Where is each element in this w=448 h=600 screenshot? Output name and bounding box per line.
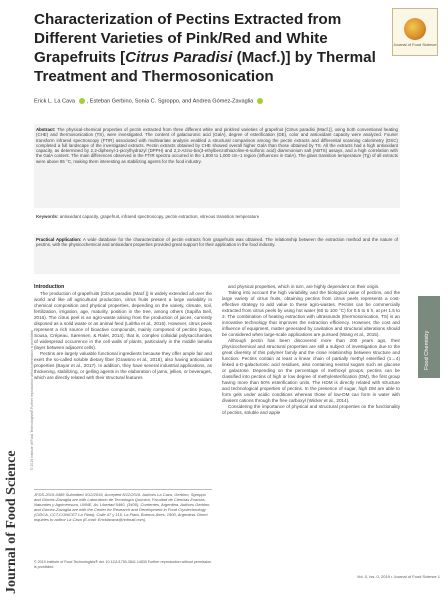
application-label: Practical Application:: [36, 237, 82, 242]
paragraph: Although pectin has been discovered more than 200 years ago, their physicochemical and structural properties are still a subject of investigation due to the great diversity of this polymer family and the close relationship between structure and function. Pectins contain at least a linear chain of partially methyl esterified (1→4) linked α-D-galacturonic acid residues, also containing neutral sugars such as glucose or galactose. Depending on the percentage of methoxyl groups, pectins can be classified into pectins of high or low degree of methylesterification (DM), the first group having more than 50% esterification units. The HDM is directly related with structure and technological properties of pectins. In the presence of sugar, high DM are able to form gels under acidic conditions whereas those of low-DM can form in water with divalent cations through the free carboxyl (Wicker et al., 2014).: [222, 338, 400, 403]
orcid-icon[interactable]: [79, 98, 85, 104]
keywords-label: Keywords:: [36, 214, 59, 219]
section-heading-introduction: Introduction: [34, 284, 65, 290]
footnote: JFDS-2019-0488 Submitted 3/12/2019, Accepted 8/12/2019. Authors La Cava, Gerbino, Sgroppo and Gómez-Zavaglia are with Laboratorio de Tecnología Química, Facultad de Ciencias Exactas, Naturales y Agrimensura, UNNE, Av. Libertad 5460, (3400), Corrientes, Argentina. Authors Gerbino and Gómez-Zavaglia are with the Center for Research and Development in Food Cryotechnology (CIDCA, CCT-CONICET La Plata), Calle 47 y 116, La Plata, Buenos Aires, 1900, Argentina. Direct inquiries to author La Cava (E-mail: Ericklacava@hotmail.com).: [34, 492, 210, 522]
orcid-icon[interactable]: [257, 98, 263, 104]
column-right: [222, 284, 400, 416]
abstract-label: Abstract:: [36, 127, 56, 132]
side-copyright: © 2019 Institute of Food Technologists® Further reproduction without permission is prohibited: [30, 329, 34, 470]
section-tab-label: Food Chemistry: [424, 330, 430, 370]
application-text: A wide database for the characterization of pectin extracts from grapefruits was obtained. The relationship between the extraction method and the nature of pectins, with the physicochemical and antioxidant properties provided great support for their application in the food industry.: [36, 237, 398, 248]
keywords-text: antioxidant capacity, grapefruit, infrared spectroscopy, pectin extraction, vitreous transition temperature: [59, 214, 260, 219]
logo-text: Journal of Food Science: [393, 41, 437, 47]
paragraph: Considering the importance of physical and structural properties on the functionality of pectins, soluble and apple: [222, 404, 400, 415]
keywords: [36, 214, 398, 219]
abstract: [36, 127, 398, 164]
paragraph: Taking into account the high variability, and the biological value of pectins, and the large variety of citrus fruits, obtaining pectins from citrus peels represents a cost-effective strategy to add value to these agro-wastes. Pectins can be commercially extracted from citrus peels by using hot water (60 to 100 °C) for 0.5 to 6 h, at pH 1.5 to 3. The combination of heating extraction with ultrasounds (thermosonication, TS) is an innovative technology that improves the extraction efficiency. However, the cost and influence of equipment, matter generated by cavitation and structural alterations should be considered when large-scale applications are pursued (Wang et al., 2015).: [222, 290, 400, 337]
journal-name-vertical: Journal of Food Science: [4, 450, 19, 594]
copyright-doi: © 2019 Institute of Food Technologists® doi: 10.1111/1750-3841.14830 Further reproduction without permission is prohibited: [34, 560, 212, 569]
column-left: [34, 284, 212, 381]
page-info: Vol. 0, Iss. 0, 2019 • Journal of Food Science 1: [356, 574, 440, 579]
author-others: Esteban Gerbino, Sonia C. Sgroppo, and Andrea Gómez-Zavaglia: [89, 98, 254, 105]
paragraph: Pectins are largely valuable functional ingredients because they offer ample fair and exert the so-called soluble dietary fiber (Grassino et al., 2016), also having antioxidant properties (Bayar et al., 2017). In addition, they have several industrial applications, as thickening, stabilizing, or gelling agents in the elaboration of jams, jellies, or beverages, which are directly related with their structural features: [34, 351, 212, 380]
paragraph: and physical properties, which in turn, are highly dependent on their origin.: [228, 284, 380, 289]
abstract-text: The physical-chemical properties of pectin extracted from three different white and pink/red varieties of grapefruit [Citrus paradisi (Macf.)], using both conventional heating (CHE) and thermosonication (TS), were investigated. The content of galacturonic acid (GalA), degree of esterification (DE), color and antioxidant capacity were analyzed. Fourier transform infrared spectroscopy (FTIR) associated with multivariate analysis enabled a structural comparison among the pectin extracts and differential scanning calorimetry (DSC) completed a full landscape of the investigated extracts. Pectin extracts obtained by CHE showed overall higher GalA than those obtained by TS. All the extracts had a high antioxidant capacity, as determined by 2,2-diphenyl-1-picrylhydrazyl (DPPH) and 2,2-Azino-bis(3-ethylbenzothiazoline-6-sulfonic acid) diammonium salt (ABTS) assays, and a high correlation with the GalA content. The main differences observed in the FTIR spectra occurred in the 1,800 to 1,000 cm−1 region (influences in GalA). The glass transition temperature (Tg) of all extracts were above 85 °C, making them interesting as stabilizing agents for the food industry.: [36, 127, 399, 164]
article-title: Characterization of Pectins Extracted from Different Varieties of Pink/Red and White Grapefruits [Citrus Paradisi (Macf.)] by Thermal Treatment and Thermosonication: [34, 11, 376, 85]
practical-application: [36, 237, 398, 248]
author-1[interactable]: Erick L. La Cava: [34, 98, 76, 105]
logo-emblem-icon: [404, 18, 426, 40]
paragraph: The production of grapefruits [Citrus paradisi (Macf.)] is widely extended all over the world and like all agricultural production, citrus fruits present a large variability in chemical composition and physical properties, depending on the variety, climate, soil, fertilization, irrigation, age, maturity, position in the tree, among others (Sapiña Bell, 2016). The citrus peel is an agro-waste arising from the production of juices, currently disposed as a solid waste or as animal feed (Lalitha et al., 2016). However, citrus peels represent a rich source of bioactive compounds, mainly composed of pectins (Kaya, Sousa, Crépeau, Sørensen, & Ralet, 2014), that is, complex colloidal polysaccharides of widespread occurrence in the cell walls of plants, particularly in the middle lamella (layer between adjacent cells).: [34, 291, 212, 350]
journal-logo: [392, 8, 438, 56]
author-list: Erick L. La Cava , Esteban Gerbino, Sonia C. Sgroppo, and Andrea Gómez-Zavaglia: [34, 98, 394, 104]
